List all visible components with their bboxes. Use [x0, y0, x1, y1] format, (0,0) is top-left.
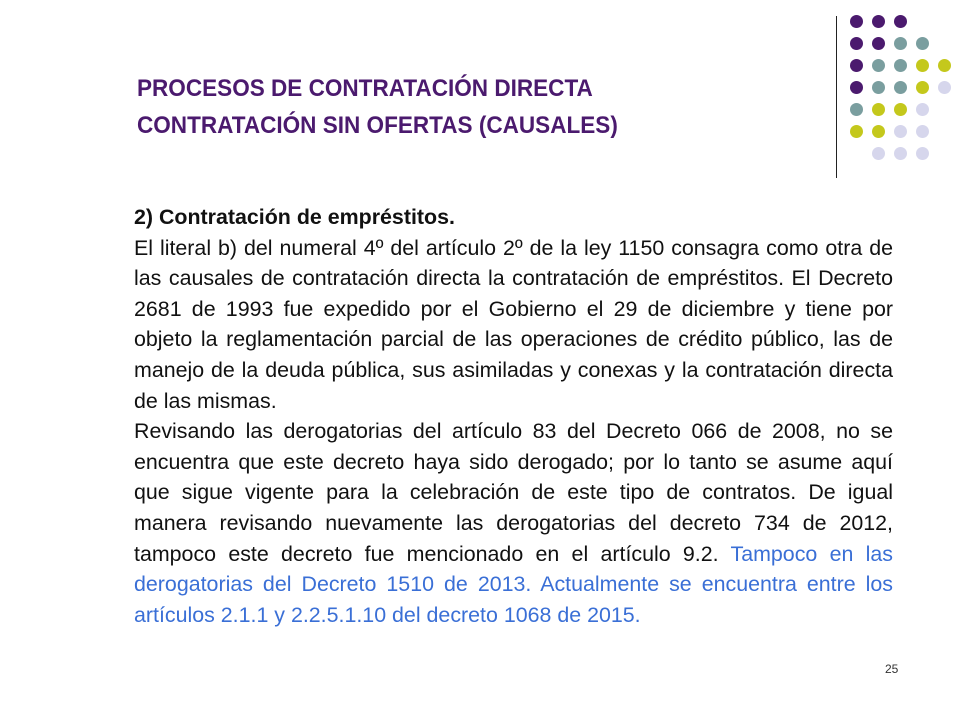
decorative-dot [850, 103, 863, 116]
decorative-dot [872, 37, 885, 50]
divider-line [836, 16, 837, 178]
slide-title [137, 70, 726, 144]
decorative-dot [916, 103, 929, 116]
body-text [134, 202, 893, 630]
decorative-dot [894, 37, 907, 50]
decorative-dot [850, 125, 863, 138]
decorative-dot [872, 103, 885, 116]
decorative-dot [916, 125, 929, 138]
decorative-dot [872, 125, 885, 138]
title-line-2: CONTRATACIÓN SIN OFERTAS (CAUSALES) [137, 112, 618, 139]
decorative-dot [894, 59, 907, 72]
paragraph-2 [134, 416, 893, 630]
paragraph-2-text: Revisando las derogatorias del artículo 83 del Decreto 066 de 2008, no se encuentra que este decreto haya sido derogado; por lo tanto se asume aquí que sigue vigente para la celebración de este tipo de contratos. De igual manera revisando nuevamente las derogatorias del decreto 734 de 2012, tampoco este decreto fue mencionado en el artículo 9.2. [134, 419, 893, 566]
decorative-dot [850, 59, 863, 72]
decorative-dot [850, 37, 863, 50]
decorative-dot [872, 147, 885, 160]
decorative-dot [894, 81, 907, 94]
decorative-dot [916, 37, 929, 50]
page-number: 25 [885, 662, 899, 676]
decorative-dot [894, 15, 907, 28]
decorative-dot [872, 81, 885, 94]
paragraph-2-highlight: Tampoco en las derogatorias del Decreto 1510 de 2013. Actualmente se encuentra entre los artículos 2.1.1 y 2.2.5.1.10 del decreto 1068 de 2015. [134, 541, 893, 627]
decorative-dot [916, 59, 929, 72]
paragraph-1: El literal b) del numeral 4º del artículo 2º de la ley 1150 consagra como otra de las causales de contratación directa la contratación de empréstitos. El Decreto 2681 de 1993 fue expedido por el Gobierno el 29 de diciembre y tiene por objeto la reglamentación parcial de las operaciones de crédito público, las de manejo de la deuda pública, sus asimiladas y conexas y la contratación directa de las mismas. [134, 235, 893, 413]
decorative-dot [916, 81, 929, 94]
decorative-dot [872, 59, 885, 72]
decorative-dot [916, 147, 929, 160]
decorative-dot [850, 81, 863, 94]
decorative-dot [872, 15, 885, 28]
section-heading: 2) Contratación de empréstitos. [134, 205, 455, 229]
decorative-dot [938, 59, 951, 72]
decorative-dot [894, 103, 907, 116]
title-line-1: PROCESOS DE CONTRATACIÓN DIRECTA [137, 75, 593, 102]
decorative-dot [894, 125, 907, 138]
decorative-dot [850, 15, 863, 28]
decorative-dot [894, 147, 907, 160]
decorative-dot [938, 81, 951, 94]
